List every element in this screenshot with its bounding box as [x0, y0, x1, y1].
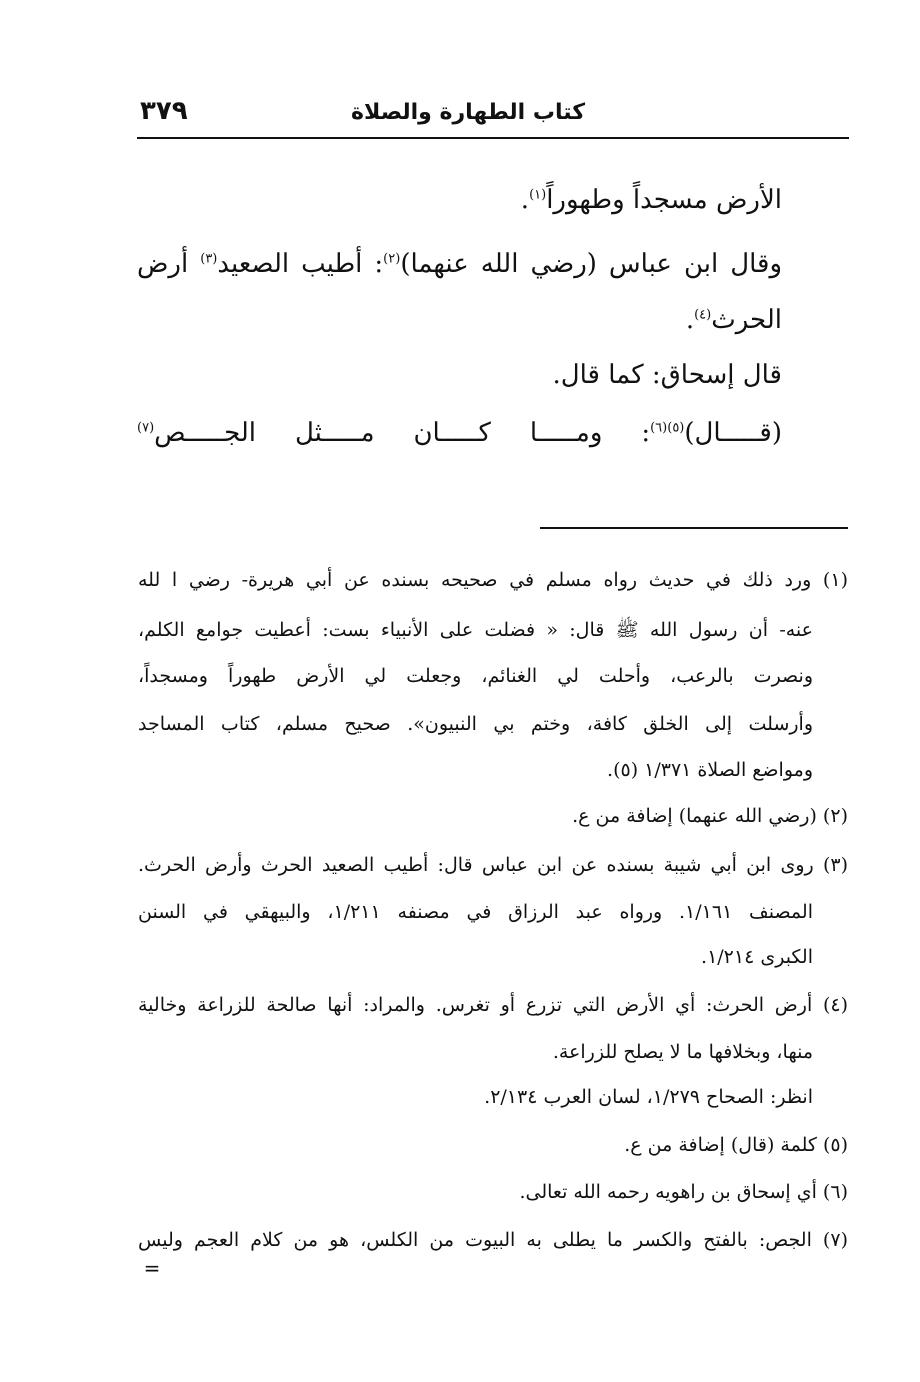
- footnote-ref: (٥)(٦): [650, 420, 685, 436]
- footnote-line: انظر: الصحاح ١/٢٧٩، لسان العرب ٢/١٣٤.: [484, 1086, 813, 1108]
- main-text: أرض: [137, 249, 201, 279]
- main-text: قال إسحاق: كما قال.: [552, 360, 782, 390]
- footnote-line: (٣) روى ابن أبي شيبة بسنده عن ابن عباس قال: أطيب الصعيد الحرث وأرض الحرث.: [138, 854, 848, 876]
- page-number: ٣٧٩: [140, 96, 188, 126]
- page-header-title: كتاب الطهارة والصلاة: [351, 100, 585, 125]
- footnote-line: (٦) أي إسحاق بن راهويه رحمه الله تعالى.: [519, 1181, 848, 1203]
- footnote-line: ونصرت بالرعب، وأحلت لي الغنائم، وجعلت لي الأرض طهوراً ومسجداً،: [138, 665, 813, 687]
- footnote-ref: (٣): [200, 251, 218, 267]
- main-text: .: [685, 305, 695, 335]
- footnote-line: (٧) الجص: بالفتح والكسر ما يطلى به البيوت من الكلس، هو من كلام العجم وليس: [138, 1229, 848, 1251]
- main-text: : ومـــــا كـــــان مـــــثل الجـــــص: [154, 418, 651, 448]
- footnote-line: (٤) أرض الحرث: أي الأرض التي تزرع أو تغرس. والمراد: أنها صالحة للزراعة وخالية: [138, 994, 848, 1016]
- main-text: وقال ابن عباس (رضي الله عنهما): [400, 249, 782, 279]
- footnote-ref: (٤): [694, 307, 712, 323]
- main-text: الأرض مسجداً وطهوراً: [546, 185, 782, 215]
- footnote-line: (٥) كلمة (قال) إضافة من ع.: [624, 1134, 848, 1156]
- continuation-mark: =: [143, 1256, 161, 1280]
- header-rule: [137, 137, 849, 139]
- footnote-line: ومواضع الصلاة ١/٣٧١ (٥).: [607, 759, 813, 781]
- main-text: .: [520, 185, 530, 215]
- main-text-line-3: [137, 305, 782, 335]
- main-text: : أطيب الصعيد: [217, 249, 384, 279]
- footnote-line: المصنف ١/١٦١. ورواه عبد الرزاق في مصنفه ١/٢١١، والبيهقي في السنن: [138, 901, 813, 923]
- main-text-line-2: [137, 249, 782, 279]
- main-text-line-1: [137, 185, 782, 215]
- footnote-ref: (٢): [383, 251, 401, 267]
- main-text: الحرث: [711, 305, 782, 335]
- footnote-line: (٢) (رضي الله عنهما) إضافة من ع.: [572, 805, 848, 827]
- footnote-line: (١) ورد ذلك في حديث رواه مسلم في صحيحه بسنده عن أبي هريرة- رضي ا لله: [138, 569, 848, 591]
- footnote-line: الكبرى ١/٢١٤.: [701, 946, 813, 968]
- footnote-ref: (٧): [137, 420, 155, 436]
- main-text: (قـــــال): [684, 418, 782, 448]
- footnote-line: منها، وبخلافها ما لا يصلح للزراعة.: [552, 1041, 813, 1063]
- main-text-line-4: [137, 360, 782, 390]
- footnote-line: عنه- أن رسول الله ﷺ قال: « فضلت على الأنبياء بست: أعطيت جوامع الكلم،: [138, 619, 813, 641]
- footnote-separator: [540, 527, 848, 529]
- footnote-ref: (١): [529, 187, 547, 203]
- main-text-line-5: [137, 418, 782, 448]
- footnote-line: وأرسلت إلى الخلق كافة، وختم بي النبيون». صحيح مسلم، كتاب المساجد: [138, 713, 813, 735]
